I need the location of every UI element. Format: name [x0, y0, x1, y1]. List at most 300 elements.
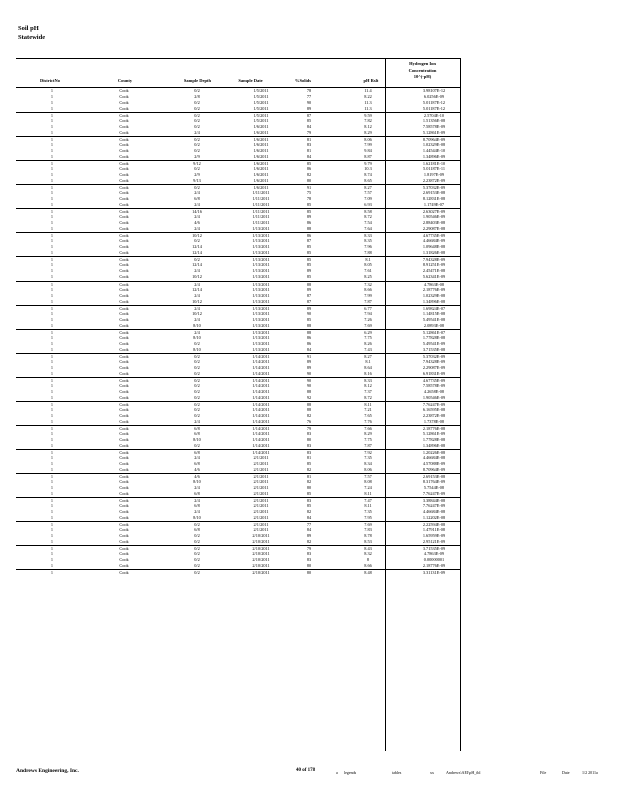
- district-cell: 1: [50, 142, 54, 148]
- district-cell: 1: [50, 137, 54, 143]
- county-cell: Cook: [119, 142, 129, 148]
- ph-cell: 11.3: [364, 106, 372, 112]
- county-cell: Cook: [119, 557, 129, 563]
- district-cell: 1: [50, 353, 54, 359]
- ph-cell: 7.75: [364, 436, 372, 442]
- district-cell: 1: [50, 214, 54, 220]
- depth-cell: 0/2: [194, 257, 200, 263]
- footer-text-1: a: [336, 770, 338, 775]
- solids-cell: 82: [306, 509, 312, 515]
- date-cell: 1/6/2011: [253, 137, 269, 143]
- depth-cell: 2/9: [194, 172, 200, 178]
- concentration-cell: 1.90546E-09: [422, 394, 446, 400]
- district-cell: 1: [50, 292, 54, 298]
- date-cell: 1/13/2011: [252, 316, 270, 322]
- ph-cell: 7.64: [364, 226, 372, 232]
- depth-cell: 0/2: [194, 382, 200, 388]
- county-cell: Cook: [119, 418, 129, 424]
- date-cell: 1/13/2011: [252, 281, 270, 287]
- concentration-cell: 1.65959E-09: [422, 533, 446, 539]
- depth-cell: 0/2: [194, 570, 200, 576]
- district-cell: 1: [50, 209, 54, 215]
- date-cell: 1/14/2011: [252, 401, 270, 407]
- date-cell: 1/14/2011: [252, 418, 270, 424]
- depth-cell: 0/2: [194, 148, 200, 154]
- concentration-cell: 5.12861E-09: [422, 430, 446, 436]
- district-cell: 1: [50, 412, 54, 418]
- district-cell: 1: [50, 557, 54, 563]
- solids-cell: 83: [306, 442, 312, 448]
- district-cell: 1: [50, 124, 54, 130]
- solids-cell: 83: [306, 498, 312, 504]
- solids-cell: 81: [306, 148, 312, 154]
- date-cell: 1/13/2011: [252, 329, 270, 335]
- depth-cell: 6/8: [194, 196, 200, 202]
- district-cell: 1: [50, 430, 54, 436]
- depth-cell: 8/10: [193, 322, 201, 328]
- depth-cell: 4/6: [194, 466, 200, 472]
- district-cell: 1: [50, 418, 54, 424]
- solids-cell: 86: [306, 220, 312, 226]
- solids-cell: 89: [306, 305, 312, 311]
- district-cell: 1: [50, 268, 54, 274]
- solids-cell: 81: [306, 474, 312, 479]
- solids-cell: 89: [306, 106, 312, 112]
- district-cell: 1: [50, 454, 54, 460]
- solids-cell: 76: [306, 418, 312, 424]
- solids-cell: 90: [306, 310, 312, 316]
- concentration-cell: 1.90546E-09: [422, 214, 446, 220]
- county-cell: Cook: [119, 412, 129, 418]
- depth-cell: 0/2: [194, 124, 200, 130]
- date-cell: 1/5/2011: [253, 88, 269, 93]
- concentration-cell: 4.67735E-09: [422, 377, 446, 383]
- date-cell: 1/5/2011: [253, 118, 269, 124]
- conc-header-line1: Hydrogen Ion: [409, 61, 436, 66]
- depth-cell: 0/2: [194, 166, 200, 172]
- date-cell: 1/5/2011: [253, 100, 269, 106]
- depth-cell: 2/4: [194, 305, 200, 311]
- district-cell: 1: [50, 178, 54, 184]
- date-cell: 1/14/2011: [252, 382, 270, 388]
- date-cell: 1/13/2011: [252, 226, 270, 232]
- county-cell: Cook: [119, 334, 129, 340]
- ph-cell: 8: [366, 557, 370, 563]
- depth-cell: 0/2: [194, 533, 200, 539]
- depth-cell: 2/4: [194, 454, 200, 460]
- ph-cell: 7.69: [364, 322, 372, 328]
- county-cell: Cook: [119, 220, 129, 226]
- ph-cell: 8.66: [364, 563, 372, 569]
- ph-cell: 8.16: [364, 370, 372, 376]
- district-cell: 1: [50, 329, 54, 335]
- county-cell: Cook: [119, 515, 129, 521]
- conc-header-line3: 10^(-pH): [413, 74, 432, 79]
- solids-cell: 82: [306, 479, 312, 485]
- depth-cell: 4/6: [194, 220, 200, 226]
- depth-cell: 0/2: [194, 442, 200, 448]
- county-cell: Cook: [119, 491, 129, 497]
- concentration-cell: 4.67735E-09: [422, 233, 446, 239]
- county-cell: Cook: [119, 286, 129, 292]
- depth-cell: 6/8: [194, 503, 200, 509]
- depth-cell: 0/2: [194, 113, 200, 119]
- solids-cell: 89: [306, 364, 312, 370]
- depth-cell: 0/2: [194, 546, 200, 552]
- concentration-cell: 5.49541E-08: [422, 316, 446, 322]
- ph-cell: 8.11: [364, 401, 372, 407]
- date-cell: 1/13/2011: [252, 346, 270, 352]
- concentration-cell: 2.29087E-09: [422, 364, 446, 370]
- ph-cell: 7.82: [364, 118, 372, 124]
- date-cell: 2/10/2011: [252, 557, 270, 563]
- concentration-cell: 4.7863E-09: [423, 551, 445, 557]
- ph-cell: 8.12: [364, 124, 372, 130]
- district-cell: 1: [50, 442, 54, 448]
- solids-cell: 80: [306, 178, 312, 184]
- footer-text-2: legends: [344, 770, 357, 775]
- county-cell: Cook: [119, 316, 129, 322]
- county-cell: Cook: [119, 305, 129, 311]
- date-cell: 1/13/2011: [252, 238, 270, 244]
- depth-cell: 12/14: [192, 244, 202, 250]
- concentration-cell: 2.69153E-08: [422, 190, 446, 196]
- solids-cell: 90: [306, 370, 312, 376]
- depth-cell: 0/2: [194, 142, 200, 148]
- solids-cell: 85: [306, 250, 312, 256]
- ph-cell: 8.05: [364, 262, 372, 268]
- district-cell: 1: [50, 515, 54, 521]
- concentration-cell: 4.2658E-08: [423, 388, 445, 394]
- concentration-cell: 8.70964E-09: [422, 466, 446, 472]
- date-cell: 2/1/2011: [253, 466, 269, 472]
- ph-cell: 7.65: [364, 412, 372, 418]
- district-cell: 1: [50, 449, 54, 455]
- depth-cell: 6/8: [194, 430, 200, 436]
- concentration-cell: 7.58578E-09: [422, 124, 446, 130]
- concentration-cell: 2.22594E-08: [422, 522, 446, 528]
- ph-cell: 8.25: [364, 274, 372, 280]
- depth-cell: 0/2: [194, 88, 200, 93]
- concentration-cell: 2.18776E-09: [422, 563, 446, 569]
- footer-text-6: File: [540, 770, 547, 775]
- depth-cell: 2/4: [194, 202, 200, 208]
- county-cell: Cook: [119, 460, 129, 466]
- date-cell: 1/11/2011: [252, 220, 270, 226]
- solids-cell: 82: [306, 172, 312, 178]
- solids-cell: 80: [306, 485, 312, 491]
- solids-cell: 77: [306, 94, 312, 100]
- ph-cell: 7.96: [364, 244, 372, 250]
- county-cell: Cook: [119, 257, 129, 263]
- ph-cell: 8.78: [364, 533, 372, 539]
- depth-cell: 2/4: [194, 292, 200, 298]
- concentration-cell: 2.45471E-08: [422, 268, 446, 274]
- concentration-cell: 5.7544E-08: [423, 485, 445, 491]
- county-cell: Cook: [119, 539, 129, 545]
- district-cell: 1: [50, 485, 54, 491]
- date-cell: 1/14/2011: [252, 364, 270, 370]
- concentration-cell: 1.77828E-08: [422, 436, 446, 442]
- ph-cell: 7.88: [364, 250, 372, 256]
- concentration-cell: 7.76247E-09: [422, 503, 446, 509]
- ph-cell: 8.29: [364, 130, 372, 136]
- district-cell: 1: [50, 425, 54, 431]
- date-cell: 1/6/2011: [253, 148, 269, 154]
- depth-cell: 6/8: [194, 449, 200, 455]
- solids-cell: 90: [306, 100, 312, 106]
- district-cell: 1: [50, 274, 54, 280]
- concentration-cell: 5.37032E-09: [422, 353, 446, 359]
- district-cell: 1: [50, 479, 54, 485]
- solids-cell: 84: [306, 124, 312, 130]
- solids-cell: 75: [306, 190, 312, 196]
- depth-cell: 0/2: [194, 106, 200, 112]
- column-header-county: County: [117, 78, 133, 83]
- ph-cell: 7.66: [364, 425, 372, 431]
- date-cell: 2/1/2011: [253, 515, 269, 521]
- solids-cell: 87: [306, 113, 312, 119]
- district-cell: 1: [50, 563, 54, 569]
- depth-cell: 12/14: [192, 286, 202, 292]
- district-cell: 1: [50, 220, 54, 226]
- concentration-cell: 5.12861E-09: [422, 130, 446, 136]
- county-cell: Cook: [119, 250, 129, 256]
- county-cell: Cook: [119, 124, 129, 130]
- ph-cell: 7.57: [364, 474, 372, 479]
- ph-cell: 8.11: [364, 491, 372, 497]
- county-cell: Cook: [119, 214, 129, 220]
- county-cell: Cook: [119, 406, 129, 412]
- depth-cell: 0/2: [194, 100, 200, 106]
- concentration-cell: 0.00000001: [423, 557, 445, 563]
- solids-cell: 86: [306, 340, 312, 346]
- concentration-cell: 8.12831E-08: [422, 196, 446, 202]
- date-cell: 2/1/2011: [253, 479, 269, 485]
- county-cell: Cook: [119, 274, 129, 280]
- date-cell: 1/14/2011: [252, 406, 270, 412]
- ph-cell: 8.26: [364, 340, 372, 346]
- district-cell: 1: [50, 436, 54, 442]
- solids-cell: 90: [306, 382, 312, 388]
- district-cell: 1: [50, 185, 54, 191]
- county-cell: Cook: [119, 479, 129, 485]
- county-cell: Cook: [119, 94, 129, 100]
- date-cell: 1/11/2011: [252, 202, 270, 208]
- solids-cell: 87: [306, 292, 312, 298]
- solids-cell: 87: [306, 238, 312, 244]
- solids-cell: 88: [306, 329, 312, 335]
- date-cell: 2/10/2011: [252, 539, 270, 545]
- solids-cell: 85: [306, 118, 312, 124]
- ph-cell: 8.1: [365, 257, 371, 263]
- concentration-cell: 1.09648E-08: [422, 244, 446, 250]
- ph-cell: 8.27: [364, 185, 372, 191]
- ph-cell: 9.79: [364, 161, 372, 167]
- ph-cell: 7.87: [364, 298, 372, 304]
- ph-cell: 7.09: [364, 196, 372, 202]
- ph-cell: 9.84: [364, 148, 372, 154]
- concentration-cell: 3.71535E-09: [422, 546, 446, 552]
- concentration-cell: 2.95121E-09: [422, 539, 446, 545]
- solids-cell: 87: [306, 298, 312, 304]
- depth-cell: 0/2: [194, 557, 200, 563]
- ph-cell: 6.77: [364, 305, 372, 311]
- date-cell: 1/11/2011: [252, 190, 270, 196]
- county-cell: Cook: [119, 358, 129, 364]
- depth-cell: 0/2: [194, 137, 200, 143]
- district-cell: 1: [50, 358, 54, 364]
- district-cell: 1: [50, 226, 54, 232]
- column-header-date: Sample Date: [238, 78, 263, 83]
- county-cell: Cook: [119, 370, 129, 376]
- county-cell: Cook: [119, 551, 129, 557]
- date-cell: 1/13/2011: [252, 268, 270, 274]
- concentration-cell: 1.77828E-08: [422, 334, 446, 340]
- column-header-district: DistrictNo: [40, 78, 60, 83]
- ph-cell: 7.61: [364, 268, 372, 274]
- concentration-cell: 1.34896E-08: [422, 442, 446, 448]
- county-cell: Cook: [119, 401, 129, 407]
- column-header-solids: %Solids: [294, 78, 311, 83]
- solids-cell: 85: [306, 257, 312, 263]
- ph-cell: 8.66: [364, 286, 372, 292]
- ph-cell: 11.4: [364, 88, 372, 93]
- solids-cell: 89: [306, 358, 312, 364]
- date-cell: 1/5/2011: [253, 113, 269, 119]
- solids-cell: 83: [306, 430, 312, 436]
- county-cell: Cook: [119, 522, 129, 528]
- header-top-rule: [16, 58, 460, 59]
- date-cell: 2/1/2011: [253, 491, 269, 497]
- solids-cell: 88: [306, 388, 312, 394]
- depth-cell: 0/2: [194, 185, 200, 191]
- solids-cell: 85: [306, 503, 312, 509]
- solids-cell: 80: [306, 570, 312, 576]
- county-cell: Cook: [119, 377, 129, 383]
- concentration-cell: 1.69824E-07: [422, 305, 446, 311]
- depth-cell: 0/2: [194, 394, 200, 400]
- district-cell: 1: [50, 509, 54, 515]
- district-cell: 1: [50, 286, 54, 292]
- depth-cell: 6/8: [194, 460, 200, 466]
- concentration-cell: 8.31764E-09: [422, 479, 446, 485]
- district-cell: 1: [50, 551, 54, 557]
- district-cell: 1: [50, 106, 54, 112]
- district-cell: 1: [50, 394, 54, 400]
- date-cell: 1/6/2011: [253, 124, 269, 130]
- date-cell: 2/1/2011: [253, 474, 269, 479]
- ph-cell: 7.69: [364, 522, 372, 528]
- concentration-cell: 1.12202E-08: [422, 515, 446, 521]
- district-cell: 1: [50, 388, 54, 394]
- solids-cell: 83: [306, 142, 312, 148]
- depth-cell: 0/2: [194, 377, 200, 383]
- ph-cell: 8.72: [364, 394, 372, 400]
- date-cell: 1/13/2011: [252, 334, 270, 340]
- county-cell: Cook: [119, 244, 129, 250]
- depth-cell: 10/12: [192, 274, 202, 280]
- depth-cell: 6/8: [194, 527, 200, 533]
- solids-cell: 84: [306, 154, 312, 160]
- county-cell: Cook: [119, 185, 129, 191]
- district-cell: 1: [50, 370, 54, 376]
- concentration-cell: 1.34896E-09: [422, 154, 446, 160]
- concentration-cell: 1.34896E-08: [422, 298, 446, 304]
- county-cell: Cook: [119, 100, 129, 106]
- date-cell: 1/14/2011: [252, 388, 270, 394]
- district-cell: 1: [50, 262, 54, 268]
- district-cell: 1: [50, 527, 54, 533]
- solids-cell: 89: [306, 214, 312, 220]
- county-cell: Cook: [119, 329, 129, 335]
- solids-cell: 86: [306, 166, 312, 172]
- county-cell: Cook: [119, 106, 129, 112]
- county-cell: Cook: [119, 533, 129, 539]
- date-cell: 1/13/2011: [252, 310, 270, 316]
- solids-cell: 85: [306, 202, 312, 208]
- solids-cell: 89: [306, 533, 312, 539]
- solids-cell: 84: [306, 527, 312, 533]
- county-cell: Cook: [119, 388, 129, 394]
- table-row: [16, 569, 460, 575]
- ph-cell: 8.35: [364, 238, 372, 244]
- county-cell: Cook: [119, 118, 129, 124]
- date-cell: 1/13/2011: [252, 322, 270, 328]
- concentration-cell: 2.23872E-08: [422, 412, 446, 418]
- concentration-cell: 1.51356E-08: [422, 118, 446, 124]
- ph-cell: 9.59: [364, 113, 372, 119]
- date-cell: 1/6/2011: [253, 172, 269, 178]
- ph-cell: 6.29: [364, 329, 372, 335]
- county-cell: Cook: [119, 88, 129, 93]
- district-cell: 1: [50, 238, 54, 244]
- county-cell: Cook: [119, 394, 129, 400]
- footer-text-3: tables: [392, 770, 402, 775]
- concentration-cell: 5.01187E-12: [422, 106, 446, 112]
- district-cell: 1: [50, 202, 54, 208]
- depth-cell: 2/4: [194, 214, 200, 220]
- solids-cell: 88: [306, 406, 312, 412]
- ph-cell: 7.43: [364, 346, 372, 352]
- solids-cell: 80: [306, 563, 312, 569]
- concentration-cell: 7.76247E-09: [422, 401, 446, 407]
- date-cell: 1/5/2011: [253, 94, 269, 100]
- date-cell: 2/1/2011: [253, 527, 269, 533]
- date-cell: 1/13/2011: [252, 274, 270, 280]
- depth-cell: 2/4: [194, 329, 200, 335]
- district-cell: 1: [50, 382, 54, 388]
- ph-cell: 7.37: [364, 388, 372, 394]
- concentration-cell: 1.62181E-10: [422, 161, 446, 167]
- depth-cell: 2/4: [194, 130, 200, 136]
- solids-cell: 78: [306, 196, 312, 202]
- depth-cell: 2/4: [194, 418, 200, 424]
- county-cell: Cook: [119, 148, 129, 154]
- solids-cell: 91: [306, 185, 312, 191]
- ph-cell: 8.33: [364, 233, 372, 239]
- concentration-cell: 8.70964E-09: [422, 137, 446, 143]
- district-cell: 1: [50, 522, 54, 528]
- depth-cell: 9/13: [193, 178, 201, 184]
- county-cell: Cook: [119, 262, 129, 268]
- district-cell: 1: [50, 166, 54, 172]
- ph-cell: 8.06: [364, 137, 372, 143]
- depth-cell: 0/2: [194, 340, 200, 346]
- date-cell: 1/13/2011: [252, 233, 270, 239]
- ph-cell: 7.21: [364, 406, 372, 412]
- depth-cell: 8/10: [193, 334, 201, 340]
